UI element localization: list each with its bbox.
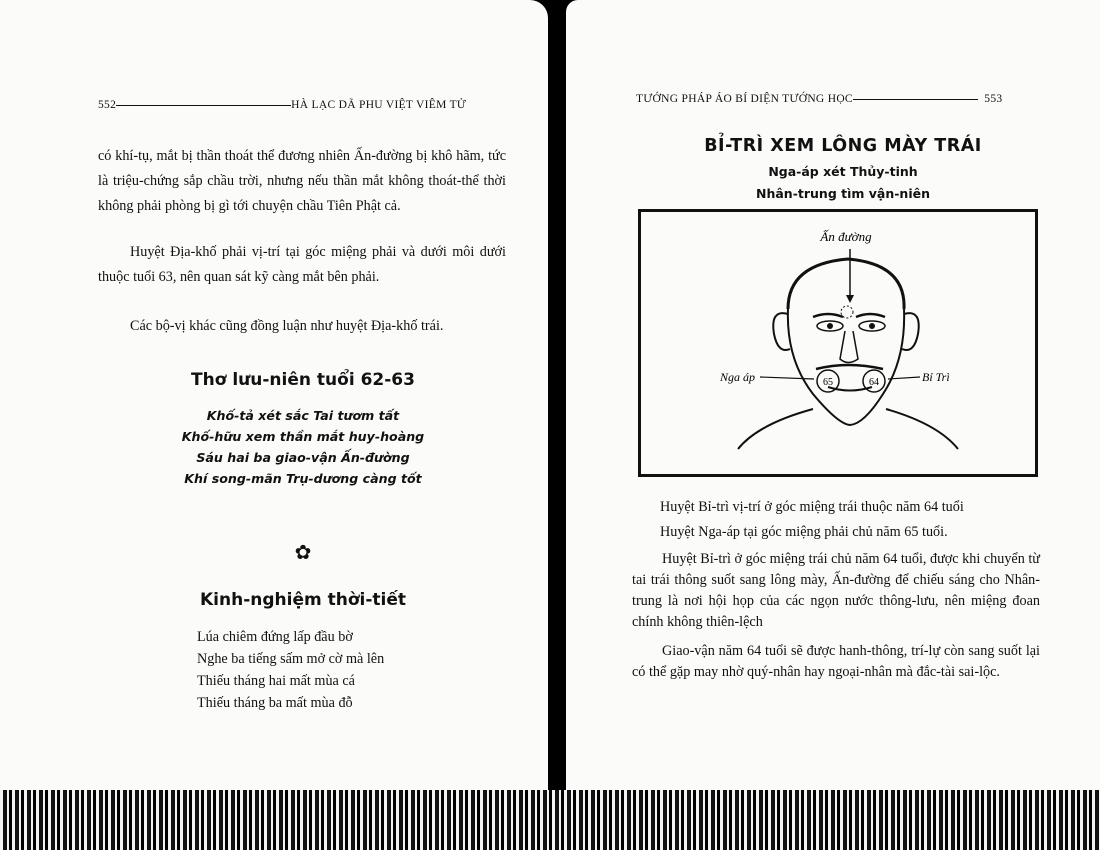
- ornament-icon: ✿: [294, 542, 312, 564]
- page-title: BỈ-TRÌ XEM LÔNG MÀY TRÁI: [704, 136, 982, 156]
- folk-line: Lúa chiêm đứng lấp đầu bờ: [197, 629, 353, 645]
- folk-verse: [197, 626, 384, 714]
- right-paragraph-2: Huyệt Nga-áp tại góc miệng phải chủ năm 65 tuổi.: [660, 524, 948, 540]
- face-illustration: [638, 209, 1038, 477]
- label-nga-ap: Nga áp: [720, 370, 756, 384]
- poem-line: Sáu hai ba giao-vận Ấn-đường: [196, 450, 410, 465]
- right-page: [566, 0, 1100, 790]
- right-running-title: TƯỚNG PHÁP ÁO BÍ DIỆN TƯỚNG HỌC: [636, 93, 853, 105]
- left-paragraph-2: Huyệt Địa-khố phải vị-trí tại góc miệng phải và dưới môi dưới thuộc tuổi 63, nên quan sát kỹ càng mắt bên phải.: [98, 244, 506, 285]
- left-paragraph-1: có khí-tụ, mắt bị thần thoát thể đương nhiên Ấn-đường bị khô hãm, tức là triệu-chứng sắp chầu trời, nhưng nếu thần mắt không thoát-thể thời không phải phòng bị gì tới chuyện chầu Tiên Phật cả.: [98, 148, 506, 214]
- poem-block: [98, 405, 508, 489]
- label-bi-tri: Bỉ Trì: [922, 370, 950, 384]
- header-rule: [853, 99, 978, 100]
- left-running-head: [98, 99, 466, 111]
- poem-line: Khố-hữu xem thần mắt huy-hoàng: [181, 429, 425, 444]
- subtitle-1: Nga-áp xét Thủy-tinh: [768, 164, 918, 179]
- right-page-number: 553: [984, 93, 1003, 105]
- marker-65: 65: [823, 377, 833, 388]
- header-rule: [116, 105, 291, 106]
- left-paragraph-3: Các bộ-vị khác cũng đồng luận như huyệt Địa-khố trái.: [130, 318, 444, 334]
- right-paragraph-3: Huyệt Bỉ-trì ở góc miệng trái chủ năm 64 tuổi, được khi chuyển từ tai trái thông suốt sang lông mày, Ấn-đường để chiếu sáng cho Nhân-trung là nơi hội họp của các ngọn nước thông-lưu, nên miệng đoan chính không thiên-lệch: [632, 551, 1040, 630]
- poem-title: Thơ lưu-niên tuổi 62-63: [191, 370, 415, 390]
- marker-64: 64: [869, 377, 879, 388]
- poem-line: Khí song-mãn Trụ-dương càng tốt: [184, 471, 422, 486]
- scan-edge-stripes: [0, 790, 1100, 850]
- right-paragraph-4: Giao-vận năm 64 tuổi sẽ được hanh-thông, trí-lự còn sang suốt lại có thể gặp may nhờ quý-nhân hay ngoại-nhân mà đắc-tài sai-lộc.: [632, 643, 1040, 680]
- folk-line: Thiếu tháng hai mất mùa cá: [197, 673, 355, 689]
- folk-line: Nghe ba tiếng sấm mở cờ mà lên: [197, 651, 385, 667]
- right-running-head: [636, 93, 1002, 105]
- left-page: [0, 0, 548, 790]
- section-title: Kinh-nghiệm thời-tiết: [199, 590, 407, 610]
- left-page-number: 552: [98, 99, 117, 111]
- poem-line: Khố-tả xét sắc Tai tươm tất: [206, 408, 400, 423]
- book-gutter: [548, 0, 566, 790]
- left-running-title: HÀ LẠC DÃ PHU VIỆT VIÊM TỬ: [291, 99, 467, 111]
- right-paragraph-1: Huyệt Bỉ-trì vị-trí ở góc miệng trái thuộc năm 64 tuổi: [660, 499, 964, 515]
- folk-line: Thiếu tháng ba mất mùa đỗ: [197, 695, 353, 711]
- label-an-duong: Ấn đường: [820, 229, 872, 244]
- subtitle-2: Nhân-trung tìm vận-niên: [756, 186, 930, 201]
